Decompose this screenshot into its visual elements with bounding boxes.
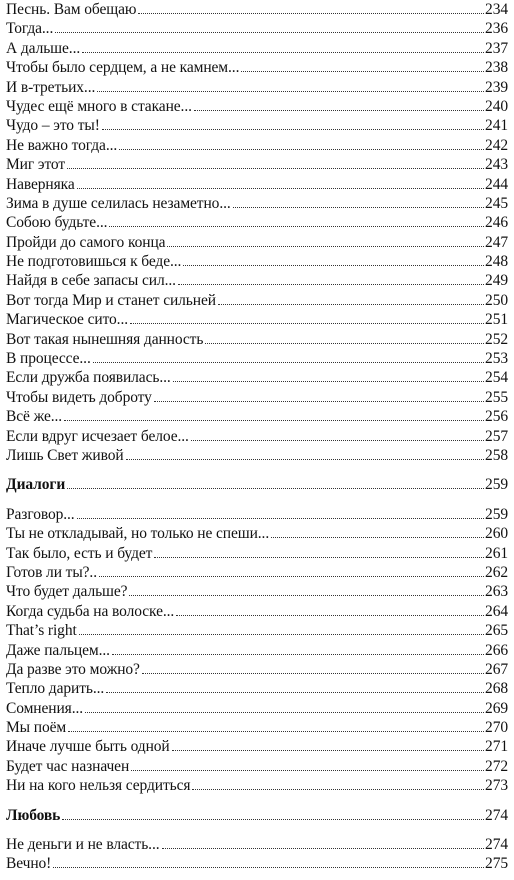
entry-title: Да разве это можно? [6,660,140,678]
entry-title: Пройди до самого конца [6,233,166,251]
entry-title: Всё же... [6,408,63,426]
entry-title: Даже пальцем... [6,641,110,659]
entry-page-number: 264 [485,602,508,620]
entry-page-number: 269 [485,699,508,717]
toc-entry [6,835,508,854]
dot-leader [129,594,484,596]
toc-entry [6,0,508,19]
entry-page-number: 273 [485,777,508,795]
entry-page-number: 272 [485,757,508,775]
entry-title: Ни на кого нельзя сердиться [6,777,191,795]
toc-entry [6,757,508,776]
dot-leader [77,187,484,189]
entry-title: Если дружба появилась... [6,369,171,387]
dot-leader [183,264,484,266]
dot-leader [67,487,484,489]
entry-title: Зима в душе селилась незаметно... [6,194,231,212]
toc-entry [6,582,508,601]
dot-leader [154,556,484,558]
table-of-contents [6,0,508,874]
toc-entry [6,194,508,213]
toc-entry [6,349,508,368]
dot-leader [205,342,484,344]
toc-entry [6,427,508,446]
dot-leader [192,788,484,790]
toc-entry [6,116,508,135]
entry-page-number: 248 [485,253,508,271]
entry-title: Иначе лучше быть одной [6,738,170,756]
entry-page-number: 247 [485,233,508,251]
entry-page-number: 256 [485,408,508,426]
entry-title: Будет час назначен [6,757,130,775]
toc-entry [6,776,508,795]
entry-title: Что будет дальше? [6,583,128,601]
entry-page-number: 249 [485,272,508,290]
dot-leader [218,303,484,305]
entry-title: Чтобы было сердцем, а не камнем... [6,59,240,77]
dot-leader [233,206,484,208]
toc-block-2 [6,505,508,796]
dot-leader [241,70,484,72]
toc-entry [6,699,508,718]
entry-title: Чудо – это ты! [6,117,100,135]
dot-leader [271,536,484,538]
toc-entry [6,718,508,737]
entry-title: Тогда... [6,20,54,38]
toc-entry [6,271,508,290]
dot-leader [68,730,484,732]
entry-title: Вот тогда Мир и станет сильней [6,291,216,309]
entry-title: Собою будьте... [6,214,108,232]
toc-entry [6,310,508,329]
entry-title: Сомнения... [6,699,84,717]
toc-section-lyubov [6,806,508,825]
entry-page-number: 260 [485,525,508,543]
dot-leader [154,400,484,402]
section-page-number: 259 [485,476,508,494]
entry-page-number: 250 [485,291,508,309]
toc-entry [6,641,508,660]
dot-leader [93,361,484,363]
toc-entry [6,213,508,232]
dot-leader [79,633,484,635]
dot-leader [191,439,484,441]
entry-page-number: 265 [485,622,508,640]
toc-entry [6,602,508,621]
toc-entry [6,252,508,271]
toc-entry [6,97,508,116]
toc-entry [6,39,508,58]
toc-entry [6,19,508,38]
dot-leader [64,419,484,421]
entry-page-number: 262 [485,563,508,581]
entry-title: Наверняка [6,175,75,193]
dot-leader [138,12,484,14]
entry-title: Миг этот [6,156,66,174]
dot-leader [142,672,484,674]
entry-page-number: 258 [485,446,508,464]
entry-title: Не подготовишься к беде... [6,253,182,271]
toc-entry [6,291,508,310]
toc-entry [6,155,508,174]
entry-page-number: 275 [485,855,508,873]
dot-leader [82,51,484,53]
toc-entry [6,544,508,563]
toc-entry [6,78,508,97]
dot-leader [173,380,484,382]
toc-entry [6,407,508,426]
entry-title: Готов ли ты?.. [6,563,97,581]
entry-page-number: 237 [485,39,508,57]
dot-leader [106,691,484,693]
dot-leader [178,283,484,285]
toc-entry [6,660,508,679]
entry-title: Песнь. Вам обещаю [6,1,137,18]
dot-leader [85,711,484,713]
entry-title: That’s right [6,622,77,640]
dot-leader [109,225,484,227]
dot-leader [112,653,484,655]
entry-title: Мы поём [6,719,67,737]
entry-page-number: 257 [485,427,508,445]
entry-page-number: 251 [485,311,508,329]
toc-entry [6,388,508,407]
entry-page-number: 263 [485,583,508,601]
section-title: Любовь [6,806,61,824]
toc-block-1 [6,0,508,465]
dot-leader [62,818,484,820]
entry-page-number: 243 [485,156,508,174]
dot-leader [99,575,484,577]
entry-title: Разговор... [6,505,75,523]
entry-title: Когда судьба на волоске... [6,602,175,620]
dot-leader [53,866,484,868]
toc-entry [6,233,508,252]
dot-leader [176,614,484,616]
entry-page-number: 246 [485,214,508,232]
dot-leader [97,90,484,92]
entry-page-number: 236 [485,20,508,38]
entry-page-number: 261 [485,544,508,562]
toc-entry [6,621,508,640]
entry-page-number: 238 [485,59,508,77]
dot-leader [131,769,484,771]
entry-title: Чудес ещё много в стакане... [6,97,192,115]
entry-page-number: 245 [485,194,508,212]
dot-leader [172,749,484,751]
toc-entry [6,563,508,582]
entry-page-number: 253 [485,350,508,368]
entry-title: А дальше... [6,39,81,57]
dot-leader [102,128,484,130]
entry-title: Так было, есть и будет [6,544,153,562]
entry-page-number: 259 [485,505,508,523]
dot-leader [162,847,485,849]
entry-title: Вот такая нынешняя данность [6,330,204,348]
toc-entry [6,854,508,873]
entry-page-number: 255 [485,388,508,406]
toc-entry [6,524,508,543]
entry-page-number: 241 [485,117,508,135]
entry-page-number: 252 [485,330,508,348]
toc-entry [6,368,508,387]
entry-page-number: 254 [485,369,508,387]
toc-entry [6,679,508,698]
entry-title: Найдя в себе запасы сил... [6,272,176,290]
entry-title: Если вдруг исчезает белое... [6,427,189,445]
dot-leader [194,109,484,111]
dot-leader [119,148,484,150]
toc-section-dialogi [6,475,508,494]
entry-title: Магическое сито... [6,311,129,329]
toc-entry [6,175,508,194]
entry-page-number: 242 [485,136,508,154]
toc-entry [6,446,508,465]
toc-entry [6,58,508,77]
toc-block-3 [6,835,508,874]
entry-title: Вечно! [6,855,52,873]
toc-entry [6,136,508,155]
entry-title: Не деньги и не власть... [6,836,160,854]
entry-page-number: 234 [485,1,508,18]
toc-entry [6,737,508,756]
entry-title: И в-третьих... [6,78,96,96]
entry-title: Лишь Свет живой [6,446,124,464]
dot-leader [67,167,484,169]
dot-leader [130,322,484,324]
section-title: Диалоги [6,476,66,494]
entry-title: Не важно тогда... [6,136,118,154]
dot-leader [167,245,484,247]
section-page-number: 274 [485,806,508,824]
entry-page-number: 270 [485,719,508,737]
entry-page-number: 240 [485,97,508,115]
entry-title: В процессе... [6,350,91,368]
entry-page-number: 274 [485,836,508,854]
entry-page-number: 267 [485,660,508,678]
dot-leader [126,458,485,460]
entry-page-number: 268 [485,680,508,698]
toc-entry [6,330,508,349]
entry-page-number: 271 [485,738,508,756]
entry-title: Ты не откладывай, но только не спеши... [6,525,270,543]
entry-title: Тепло дарить... [6,680,105,698]
entry-page-number: 266 [485,641,508,659]
entry-title: Чтобы видеть доброту [6,388,152,406]
dot-leader [55,31,484,33]
toc-entry [6,505,508,524]
dot-leader [77,517,484,519]
entry-page-number: 244 [485,175,508,193]
entry-page-number: 239 [485,78,508,96]
